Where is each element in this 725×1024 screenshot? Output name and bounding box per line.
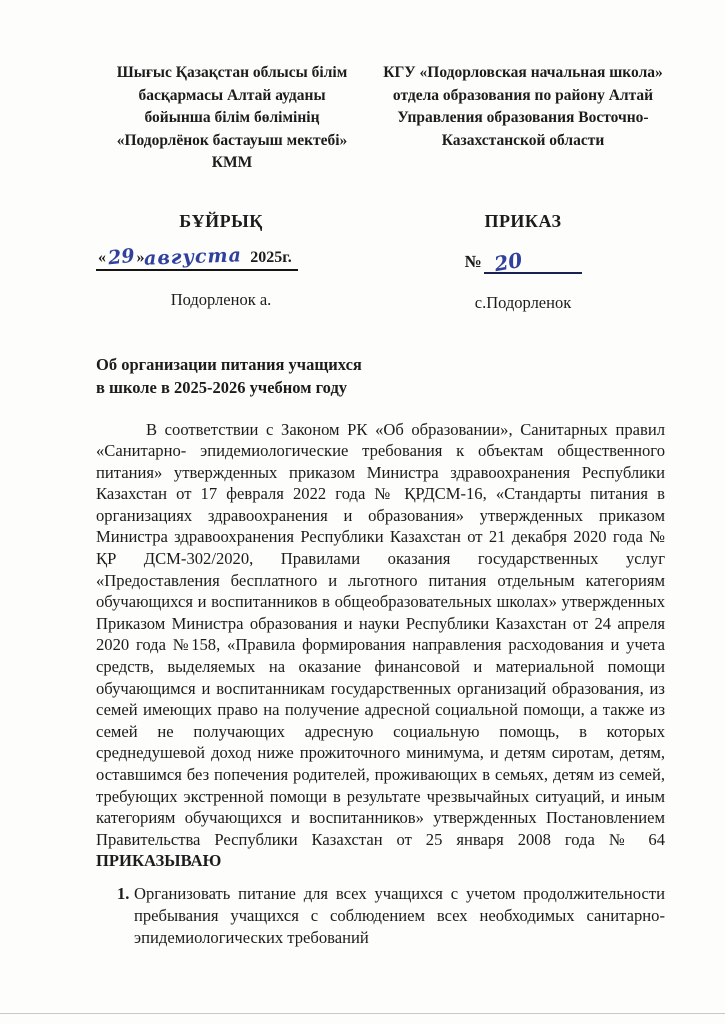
handwritten-day: 29 bbox=[107, 244, 136, 269]
directive-item-1-text: Организовать питание для всех учащихся с учетом продолжительности пребывания учащихся с соблюдением всех необходимых санитарно-эпидемиологических требований bbox=[134, 883, 665, 947]
handwritten-month: августа bbox=[144, 243, 243, 270]
directive-item-1 bbox=[117, 883, 665, 949]
subject-line-1: Об организации питания учащихся bbox=[96, 354, 362, 374]
order-title-kazakh: БҰЙРЫҚ bbox=[179, 210, 263, 231]
handwritten-order-number: 20 bbox=[492, 247, 524, 276]
order-body-paragraph bbox=[96, 419, 665, 872]
order-number-line bbox=[381, 248, 665, 274]
order-subject bbox=[96, 353, 665, 399]
number-label: № bbox=[464, 251, 482, 271]
subject-line-2: в школе в 2025-2026 учебном году bbox=[96, 377, 348, 397]
order-column-russian bbox=[381, 211, 665, 313]
org-header bbox=[96, 62, 665, 175]
date-open-quote: « bbox=[98, 248, 106, 266]
order-title-russian: ПРИКАЗ bbox=[484, 210, 562, 231]
org-name-kazakh: Шығыс Қазақстан облысы білім басқармасы Алтай ауданы бойынша білім бөлімінің «Подорлёнок бастауыш мектебі» КММ bbox=[116, 64, 348, 171]
order-title-row bbox=[96, 211, 665, 313]
place-name-kazakh: Подорленок а. bbox=[170, 289, 272, 309]
directive-item-1-number: 1. bbox=[117, 883, 130, 903]
order-date-line bbox=[96, 245, 298, 271]
scan-edge-artifact bbox=[0, 1013, 725, 1014]
org-name-russian: КГУ «Подорловская начальная школа» отдела образования по району Алтай Управления образования Восточно-Казахстанской области bbox=[383, 64, 663, 149]
date-close-quote: » bbox=[136, 248, 145, 266]
number-underline bbox=[484, 248, 582, 274]
decree-word: ПРИКАЗЫВАЮ bbox=[96, 851, 222, 871]
date-year: 2025г. bbox=[250, 248, 292, 266]
place-name-russian: с.Подорленок bbox=[474, 292, 572, 312]
order-column-kazakh bbox=[96, 211, 346, 313]
body-text: В соответствии с Законом РК «Об образовании», Санитарных правил «Санитарно- эпидемиологические требования к объектам общественного питания» утвержденных приказом Министра здравоохранения Республики Казахстан от 17 февраля 2022 года № ҚРДСМ-16, «Стандарты питания в организациях здравоохранения и образования» утвержденных приказом Министра здравоохранения Республики Казахстан от 21 декабря 2020 года № ҚР ДСМ-302/2020, Правилами оказания государственных услуг «Предоставления бесплатного и льготного питания отдельным категориям обучающихся и воспитанников в общеобразовательных школах» утвержденных Приказом Министра образования и науки Республики Казахстан от 24 апреля 2020 года №158, «Правила формирования направления расходования и учета средств, выделяемых на оказание финансовой и материальной помощи обучающимся и воспитанникам государственных организаций образования, из семей имеющих право на получение адресной социальной помощи, а также из семей не получающих адресную социальную помощь, в которых среднедушевой доход ниже прожиточного минимума, и детям сиротам, детям, оставшимся без попечения родителей, проживающих в семьях, детям из семей, требующих экстренной помощи в результате чрезвычайных ситуаций, и иным категориям обучающихся и воспитанников» утвержденных Постановлением Правительства Республики Казахстан от 25 января 2008 года № 64 bbox=[96, 419, 665, 849]
